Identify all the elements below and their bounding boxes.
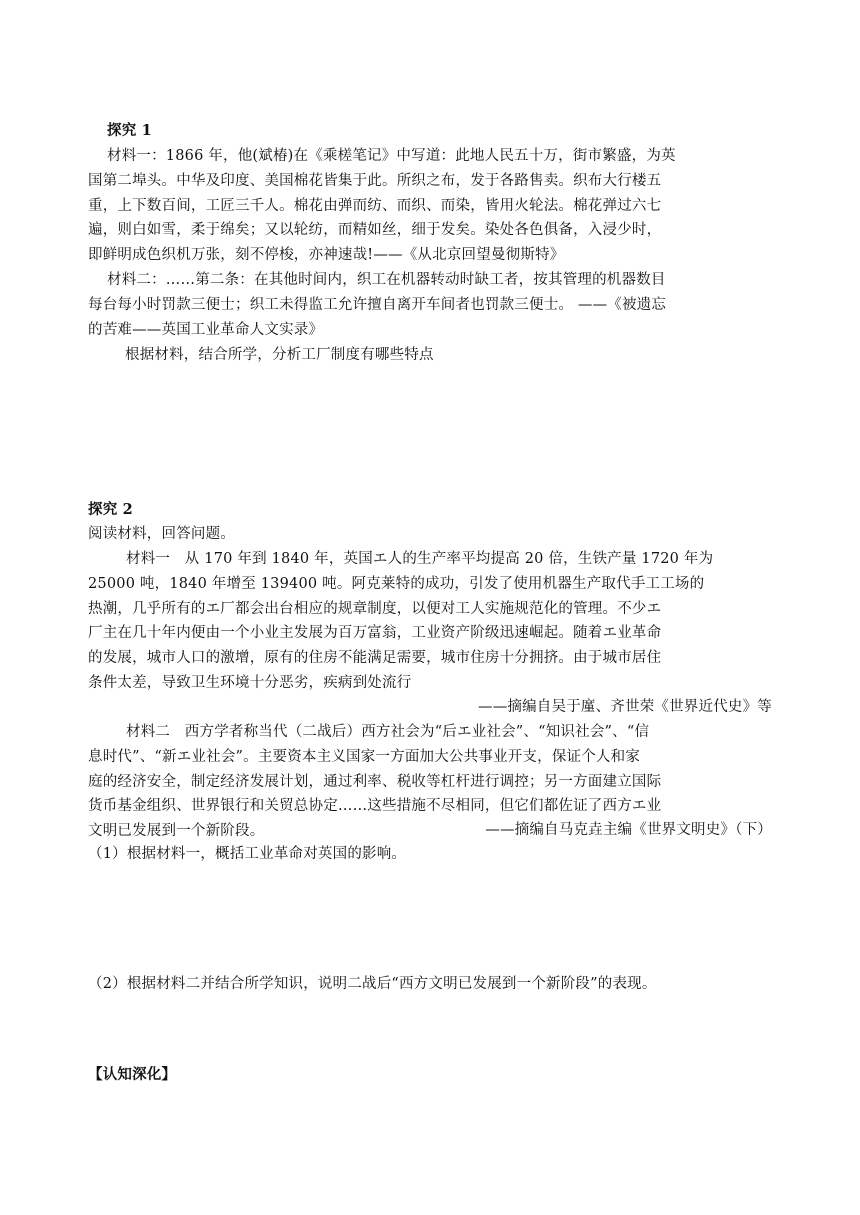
text-line: 遍，则白如雪，柔于绵矣；又以轮纺，而精如丝，细于发矣。染处各色俱备，入浸少时，	[88, 222, 662, 239]
text-line: 厂主在几十年内便由一个小业主发展为百万富翁，工业资产阶级迅速崛起。随着エ业革命	[88, 625, 662, 642]
text-line: 的发展，城市人口的激增，原有的住房不能满足需要，城市住房十分拥挤。由于城市居住	[88, 650, 662, 667]
section2-question1: （1）根据材料一，概括工业革命对英国的影响。	[88, 846, 407, 862]
text-line: 重，上下数百间，工匠三千人。棉花由弹而纺、而织、而染，皆用火轮法。棉花弹过六七	[88, 197, 662, 214]
text-line: 材料二：……第二条：在其他时间内，织工在机器转动时缺工者，按其管理的机器数目	[107, 272, 666, 288]
section1-heading: 探究 1	[107, 122, 152, 139]
text-line: 国第二埠头。中华及印度、美国棉花皆集于此。所织之布，发于各路售卖。织布大行楼五	[88, 172, 662, 189]
text-line: 息时代”、“新エ业社会”。主要资本主义国家一方面加大公共事业开支，保证个人和家	[88, 748, 641, 765]
section1-material1	[88, 144, 788, 268]
section1-question: 根据材料，结合所学，分析工厂制度有哪些特点	[125, 347, 434, 363]
section2-source2: ——摘编自马克垚主编《世界文明史》（下）	[485, 822, 772, 838]
section3-heading: 【认知深化】	[88, 1066, 177, 1083]
text-line: 每台每小时罚款三便士；织工未得监工允许擅自离开车间者也罚款三便士。 ——《被遗忘	[88, 296, 667, 313]
section2-material1	[88, 547, 788, 696]
text-line: 材料一 从 170 年到 1840 年，英国エ人的生产率平均提高 20 倍，生铁产量 1720 年为	[126, 551, 714, 567]
section2-source1: ——摘编自吴于廑、齐世荣《世界近代史》等	[478, 699, 772, 715]
text-line: 热潮，几乎所有的エ厂都会出台相应的规章制度，以便对工人实施规范化的管理。不少エ	[88, 600, 662, 617]
text-line: 条件太差，导致卫生环境十分恶劣，疾病到处流行	[88, 674, 412, 691]
text-line: 25000 吨，1840 年增至 139400 吨。阿克莱特的成功，引发了使用机器生产取代手工工场的	[88, 575, 705, 592]
text-line: 庭的经济安全，制定经济发展计划，通过利率、税收等杠杆进行调控；另一方面建立国际	[88, 773, 662, 790]
text-line: 文明已发展到一个新阶段。	[88, 823, 265, 840]
section2-question2: （2）根据材料二并结合所学知识，说明二战后“西方文明已发展到一个新阶段”的表现。	[88, 976, 657, 992]
text-line: 即鲜明成色织机万张，刻不停梭，亦神速哉!——《从北京回望曼彻斯特》	[88, 247, 565, 264]
text-line: 材料二 西方学者称当代（二战后）西方社会为“后エ业社会”、“知识社会”、“信	[126, 724, 650, 740]
section2-heading: 探究 2	[88, 501, 133, 518]
section2-intro: 阅读材料，回答问题。	[88, 526, 235, 542]
section1-material2	[88, 268, 788, 342]
text-line: 货币基金组织、世界银行和关贸总协定……这些措施不尽相同，但它们都佐证了西方エ业	[88, 798, 662, 815]
text-line: 材料一：1866 年，他(斌椿)在《乘槎笔记》中写道：此地人民五十万，街市繁盛，为英	[107, 148, 676, 164]
text-line: 的苦难——英国工业革命人文实录》	[88, 321, 324, 338]
